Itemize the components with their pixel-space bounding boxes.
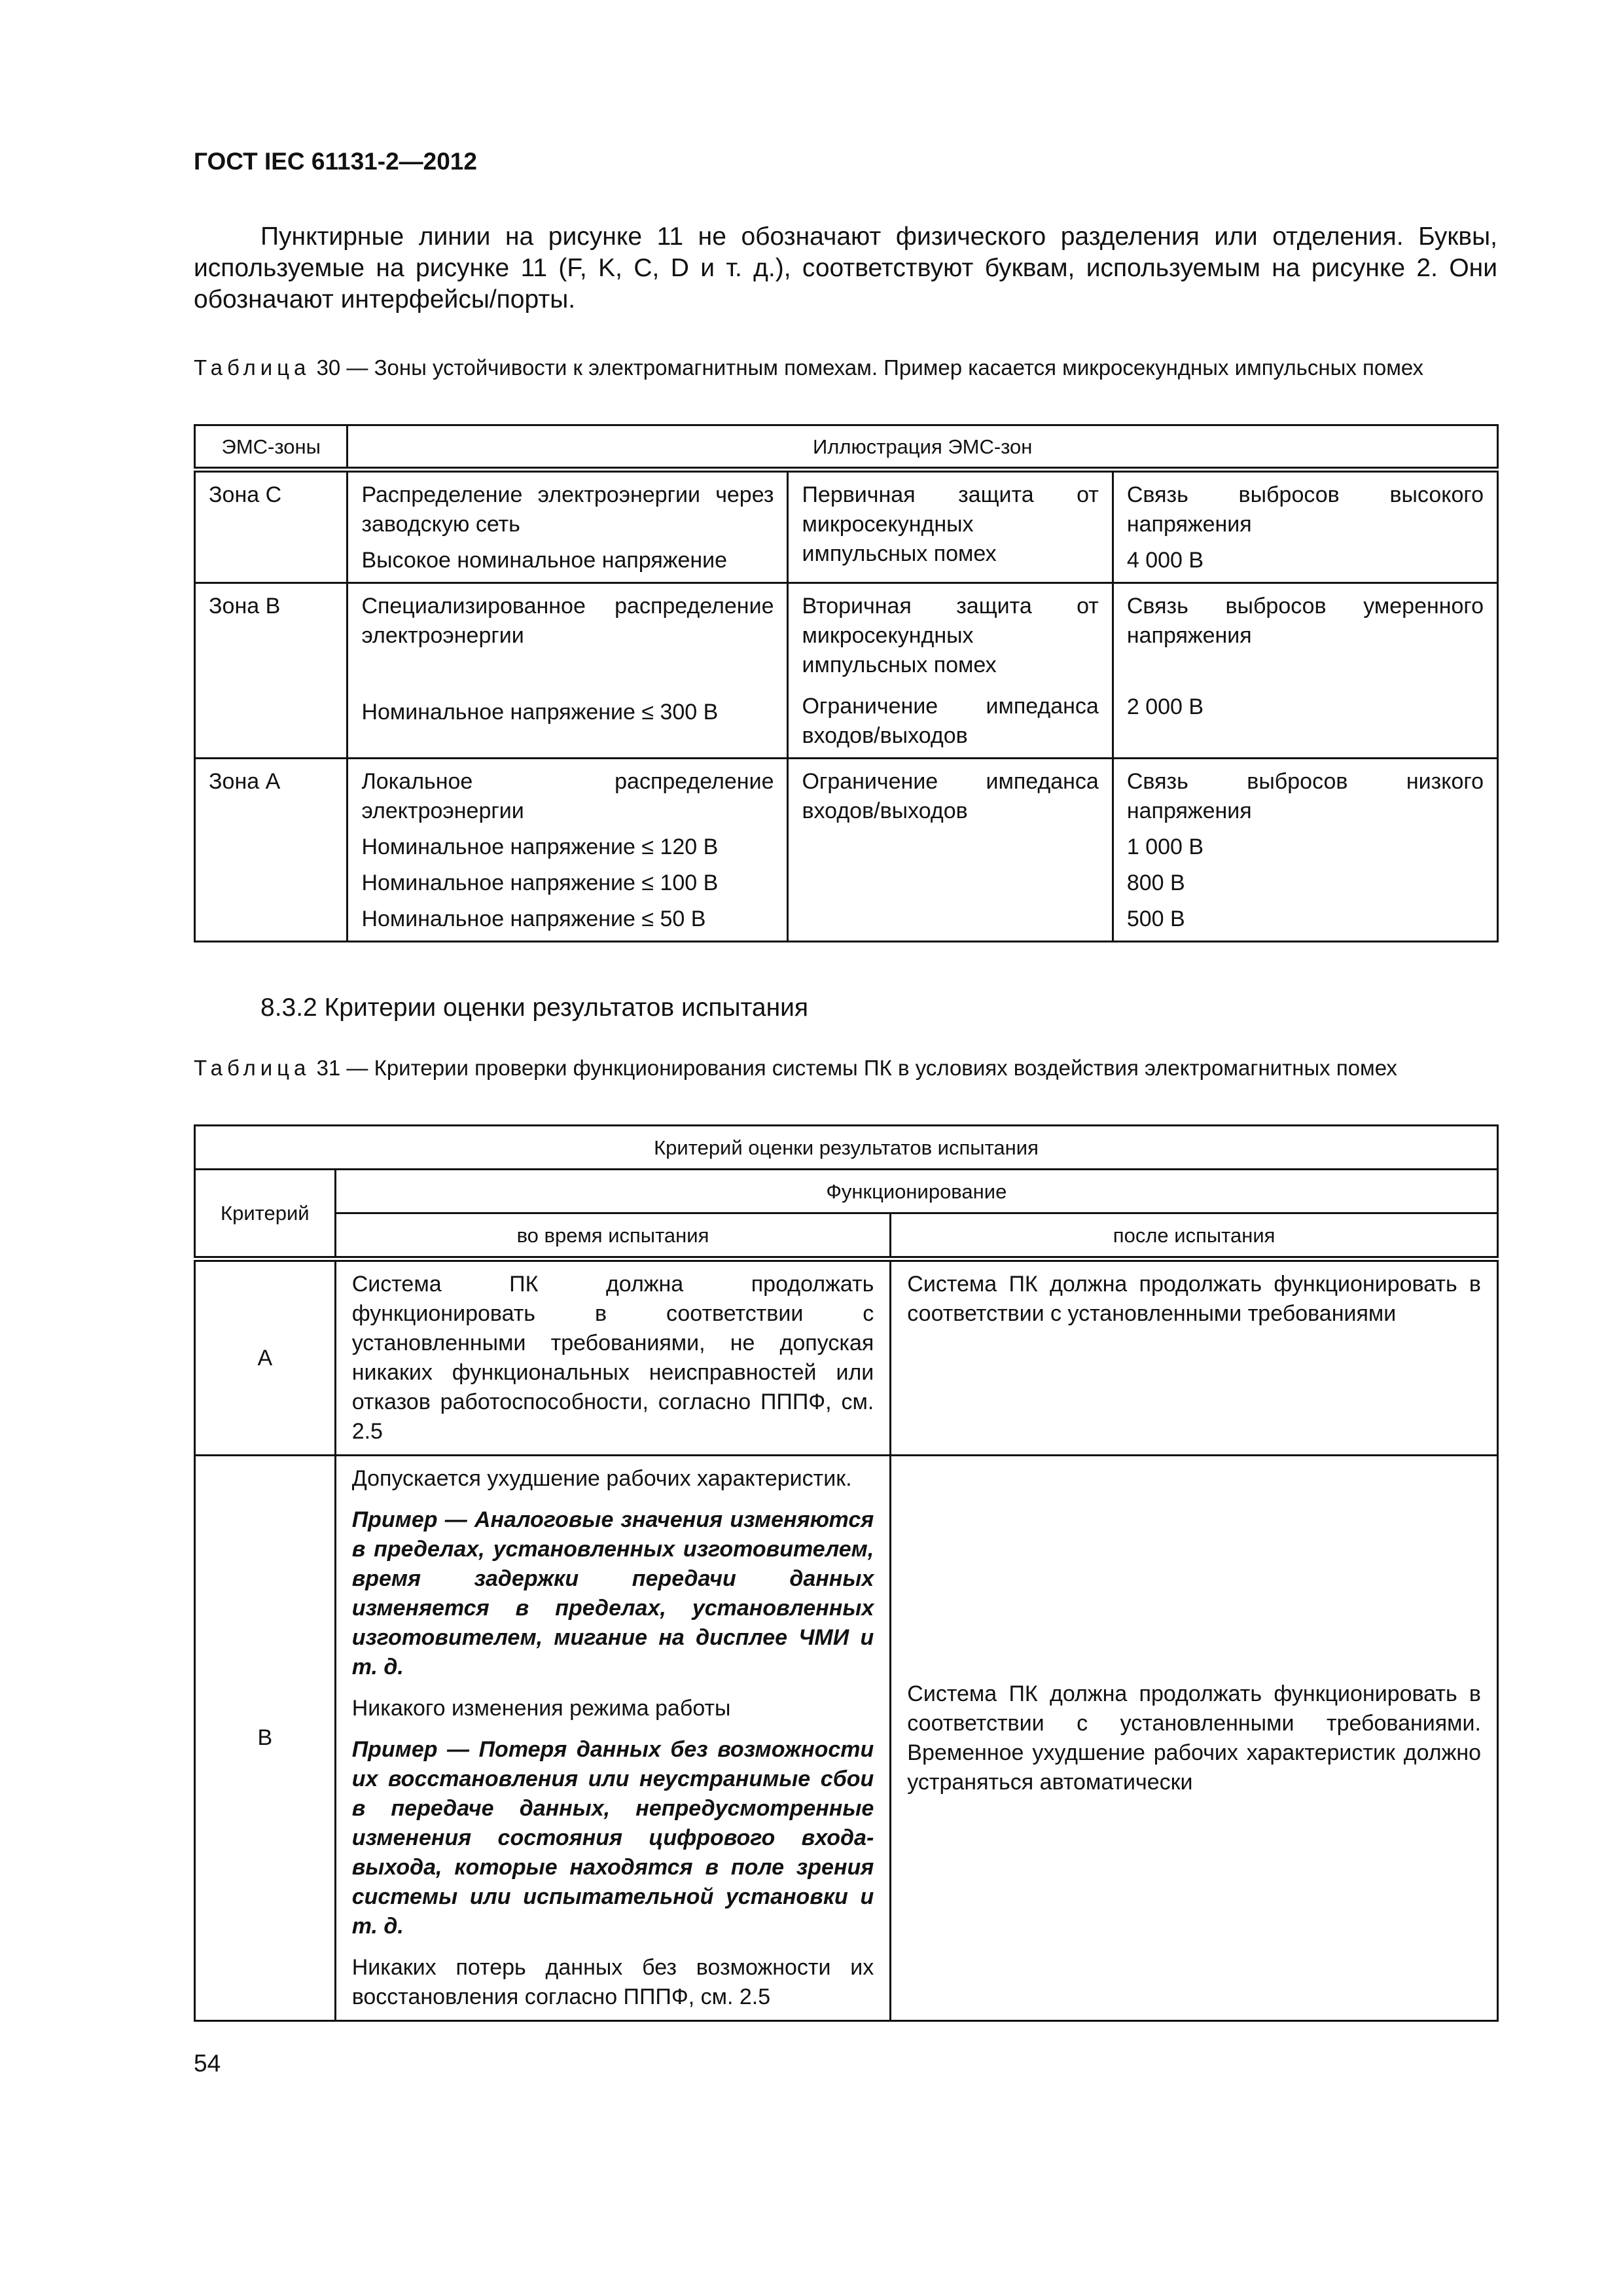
criterion-b-during [335,1456,891,2021]
zone-b-coupling-text: Связь выбросов умеренного напряжения [1126,594,1484,648]
table31-caption-label: Таблица [194,1056,311,1080]
zone-c-label: Зона C [195,470,348,583]
zone-c-protection-text: Первичная защита от микросекундных импульсных помех [802,482,1099,566]
zone-a-coupling-text: Связь выбросов низкого напряжения [1126,769,1484,823]
criterion-b-during-2: Никакого изменения режима работы [351,1696,731,1721]
table30-caption-text: 30 — Зоны устойчивости к электромагнитным помехам. Пример касается микросекундных импульсных помех [316,355,1424,380]
criterion-b-during-1: Допускается ухудшение рабочих характеристик. [351,1466,852,1491]
criterion-a-after [891,1259,1498,1456]
table31-caption-text: 31 — Критерии проверки функционирования системы ПК в условиях воздействия электромагнитных помех [316,1056,1397,1080]
table31-caption [194,1054,1497,1082]
document-header: ГОСТ IEC 61131-2—2012 [194,148,477,175]
criterion-b-after [891,1456,1498,2021]
criterion-b-during-3: Никаких потерь данных без возможности их восстановления согласно ПППФ, см. 2.5 [351,1955,874,2009]
zone-a-protection [788,759,1113,942]
table30-row-zone-b [195,583,1498,759]
zone-a-impedance: Ограничение импеданса входов/выходов [802,769,1099,823]
zone-a-coupling-800: 800 В [1126,870,1185,895]
criterion-a-label: A [195,1259,336,1456]
zone-b-protection [788,583,1113,759]
table31-row-b [195,1456,1498,2021]
zone-b-coupling-value: 2 000 В [1126,694,1204,719]
criterion-b-example-2: Пример — Потеря данных без возможности их восстановления или неустранимые сбои в передаче данных, непредусмотренные изменения состояния цифрового входа-выхода, которые находятся в поле зрения системы или испытательной установки и т. д. [351,1737,874,1939]
zone-a-distribution-text: Локальное распределение электроэнергии [361,769,774,823]
zone-b-impedance: Ограничение импеданса входов/выходов [802,694,1099,748]
page-number: 54 [194,2050,221,2077]
table31-header-top: Критерий оценки результатов испытания [195,1126,1498,1170]
table31-header-criterion: Критерий [195,1170,336,1259]
table31-header-top-row [195,1126,1498,1170]
table31-header-functioning: Функционирование [335,1170,1497,1213]
zone-b-distribution-text: Специализированное распределение электроэнергии [361,594,774,648]
zone-a-label: Зона A [195,759,348,942]
zone-c-voltage: Высокое номинальное напряжение [361,548,728,573]
zone-c-distribution [348,470,788,583]
criterion-a-during-text: Система ПК должна продолжать функционировать в соответствии с установленными требованиями, не допуская никаких функциональных неисправностей или отказов работоспособности, согласно ПППФ, см. 2.5 [351,1272,874,1444]
zone-b-label: Зона B [195,583,348,759]
zone-a-voltage-120: Номинальное напряжение ≤ 120 В [361,834,719,859]
table-31-test-criteria [194,1124,1499,2022]
criterion-b-example-1: Пример — Аналоговые значения изменяются в пределах, установленных изготовителем, время задержки передачи данных изменяется в пределах, установленных изготовителем, мигание на дисплее ЧМИ и т. д. [351,1507,874,1679]
table31-header-during: во время испытания [335,1213,891,1259]
zone-b-coupling [1113,583,1497,759]
table31-header-sub-row [195,1213,1498,1259]
criterion-b-label: B [195,1456,336,2021]
table30-row-zone-a [195,759,1498,942]
zone-c-coupling-value: 4 000 В [1126,548,1204,573]
table31-row-a [195,1259,1498,1456]
zone-a-distribution [348,759,788,942]
zone-a-voltage-100: Номинальное напряжение ≤ 100 В [361,870,719,895]
zone-c-protection [788,470,1113,583]
zone-a-coupling-500: 500 В [1126,906,1185,931]
zone-c-distribution-text: Распределение электроэнергии через заводскую сеть [361,482,774,537]
criterion-a-during [335,1259,891,1456]
table30-caption [194,353,1497,382]
zone-c-coupling-text: Связь выбросов высокого напряжения [1126,482,1484,537]
section-heading: 8.3.2 Критерии оценки результатов испытания [260,994,809,1022]
zone-a-voltage-50: Номинальное напряжение ≤ 50 В [361,906,706,931]
table30-row-zone-c [195,470,1498,583]
table31-header-after: после испытания [891,1213,1498,1259]
table30-header-illustration: Иллюстрация ЭМС-зон [348,425,1498,470]
table30-header-row [195,425,1498,470]
table30-header-zones: ЭМС-зоны [195,425,348,470]
zone-c-coupling [1113,470,1497,583]
zone-a-coupling [1113,759,1497,942]
table30-caption-label: Таблица [194,355,311,380]
intro-paragraph: Пунктирные линии на рисунке 11 не обозначают физического разделения или отделения. Буквы, используемые на рисунке 11 (F, K, C, D и т. д.), соответствуют буквам, используемым на рисунке 2. Они обозначают интерфейсы/порты. [194,223,1497,314]
criterion-b-after-text: Система ПК должна продолжать функционировать в соответствии с установленными требованиями. Временное ухудшение рабочих характеристик должно устраняться автоматически [907,1681,1481,1795]
table-30-emc-zones [194,424,1499,942]
table31-header-mid-row [195,1170,1498,1213]
zone-b-distribution [348,583,788,759]
zone-b-voltage: Номинальное напряжение ≤ 300 В [361,700,719,725]
criterion-a-after-text: Система ПК должна продолжать функционировать в соответствии с установленными требованиями [907,1272,1481,1326]
zone-a-coupling-1000: 1 000 В [1126,834,1204,859]
zone-b-protection-text: Вторичная защита от микросекундных импульсных помех [802,594,1099,677]
